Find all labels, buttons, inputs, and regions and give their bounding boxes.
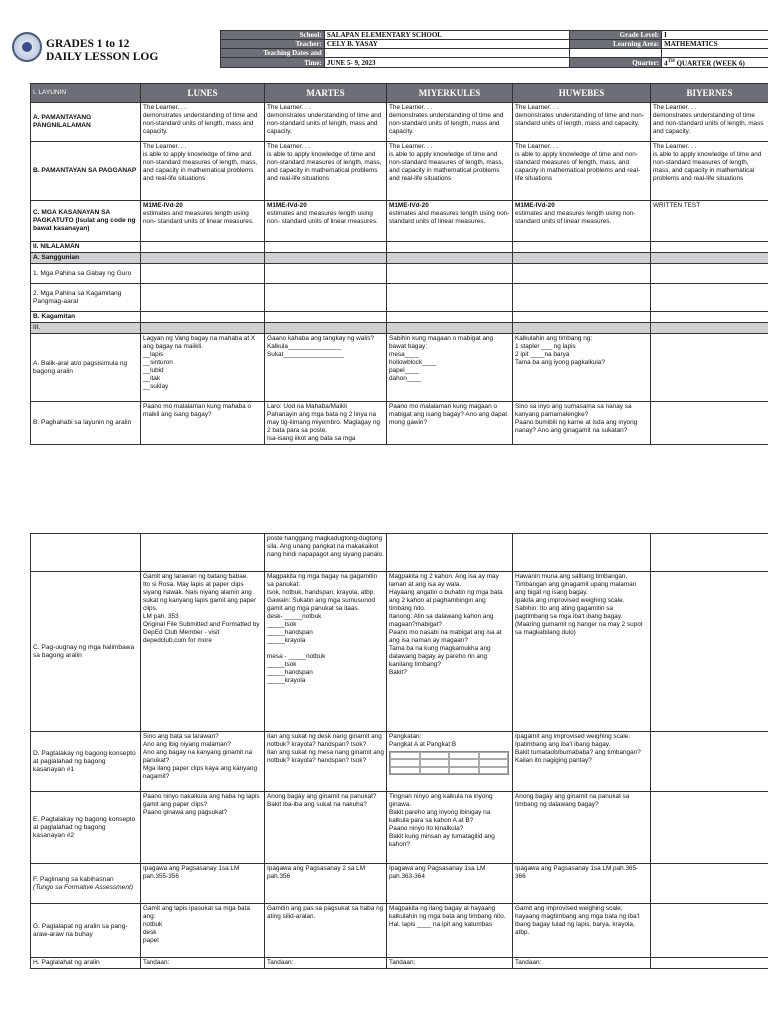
cell-text: Magpakita ng mga bagay na gagamitin sa panukat: tsok, notbuk, handspan, krayola, atbp. Gawain: Sukatin ang mga sumusunod gamit ang mga panukat sa itaas. desk- _____notbuk _____tsok _____handspan _____krayola mesa - _____notbuk _____tsok _____handspan _____krayola [265,572,387,732]
cell-text: Ipagawa ang Pagsasanay 1sa LM pah.365-366 [513,864,651,904]
cell-text: WRITTEN TEST [651,201,768,242]
cell-text: The Learner. . . demonstrates understanding of time and non-standard units of length, mass and capacity. [651,103,768,142]
row-label-pag-uugnay: C. Pag-uugnay ng mga halimbawa sa bagong aralin [31,572,141,732]
cell-text: Gamit ang improvised weighing scale, hayaang magtimbang ang mga bata ng iba't ibang bagay tulad ng lapis, barya, krayola, atbp. [513,904,651,958]
row-label-gabay-ng-guro: 1. Mga Pahina sa Gabay ng Guro [31,264,141,284]
day-header-lunes: LUNES [141,84,265,103]
cell-text: Sino ang bata sa larawan? Ano ang ibig niyang malaman? Ano ang bagay na kanyang ginamit na panukat? Mga ilang paper clips kaya ang kanyang nagamit? [141,732,265,792]
dates-label: Teaching Dates and [221,49,325,58]
cell-text: Magpakita ng ilang bagay at hayaang kalkulahin ng mga bata ang timbang nito. Hal. lapis ____ na ipit ang katumbas [387,904,513,958]
day-header-martes: MARTES [265,84,387,103]
cell-text: Anong bagay ang ginamit na panukat sa timbang ng dalawang bagay? [513,792,651,864]
header-info-table [220,30,768,68]
day-header-huwebes: HUWEBES [513,84,651,103]
cell-text: The Learner. . . demonstrates understanding of time and non-standard units of length, mass and capacity. [141,103,265,142]
dates-value: JUNE 5- 9, 2023 [324,58,569,68]
cell-text: Ipagawa ang Pagsasanay 1sa LM pah.355-356 [141,864,265,904]
title-line-1: GRADES 1 to 12 [46,38,130,50]
cell-text: Paano mo malalaman kung magaan o mabigat ang isang bagay? Ano ang dapat mong gawin? [387,402,513,445]
grade-label: Grade Level: [570,31,662,40]
row-label-paghahabi: B. Paghahabi sa layunin ng aralin [31,402,141,445]
group-table-thumbnail [389,751,509,775]
cell-text: Ipagamit ang improvised weighing scale. Ipatimbang ang iba't ibang bagay. Bakit tumataob/bumababa? ang timbangan? Kailan ito nagiging pantay? [513,732,651,792]
cell-text: Sino sa inyo ang sumasama sa nanay sa kanyang pamamalengke? Paano bumibili ng karne at isda ang inyong nanay? Ano ang ginagamit na sukatan? [513,402,651,445]
cell-text: Gaano kahaba ang tangkay ng walis? Kalkula_______________ Sukat_________________ [265,334,387,402]
cell-text: poste hanggang magkadugtong-dugtong sila. Ang unang pangkat na makakaikot nang hindi napapagot ang siyang panalo. [265,534,387,572]
cell-text: Ipagawa ang Pagsasanay 1sa LM pah.363-364 [387,864,513,904]
school-value: SALAPAN ELEMENTARY SCHOOL [324,31,569,40]
row-label-sanggunian: A. Sanggunian [31,253,141,264]
row-label-balik-aral: A. Balik-aral at/o pagsisimula ng bagong aralin [31,334,141,402]
cell-text: M1ME-IVd-20 estimates and measures length using non- standard units of linear measures. [141,201,265,242]
cell-text: Anong bagay ang ginamit na panukat? Bakit iba-iba ang sukat na nakuha? [265,792,387,864]
cell-text: The Learner. . . is able to apply knowledge of time and non-standard measures of length, mass, and capacity in mathematical problems and real-life situations [651,142,768,201]
row-label-nilalaman: II. NILALAMAN [31,242,141,253]
row-label-kasanayan: C. MGA KASANAYAN SA PAGKATUTO (Isulat ang code ng bawat kasanayan) [31,201,141,242]
cell-text: Paano mo malalaman kung mahaba o maikli ang isang bagay? [141,402,265,445]
cell-text: Sabihin kung magaan o mabigat ang bawat bagay: mesa____ hollowblock____ papel____ dahon____ [387,334,513,402]
cell-text: M1ME-IVd-20 estimates and measures length using non- standard units of linear measures. [265,201,387,242]
cell-text: Kalkulahin ang timbang ng: 1 stapler ___ ng lapis 2 ipit ____na barya Tama ba ang iyong pagkalkula? [513,334,651,402]
lesson-log-table-page1 [30,83,768,445]
quarter-value: 4TH QUARTER (WEEK 6) [662,58,768,68]
row-label-paglalapat: G. Paglalapat ng aralin sa pang-araw-araw na buhay [31,904,141,958]
row-label-pamantayan-sa-pagganap: B. PAMANTAYAN SA PAGGANAP [31,142,141,201]
cell-text: The Learner. . . is able to apply knowledge of time and non-standard measures of length, mass, and capacity in mathematical problems and real-life situations [387,142,513,201]
row-label-pagtalakay-2: E. Pagtalakay ng bagong konsepto at paglalahad ng bagong kasanayan #2 [31,792,141,864]
learning-area-label: Learning Area: [570,40,662,49]
cell-text: Tingnan ninyo ang kalkula na inyong ginawa. Bakit pareho ang inyong ibinigay na kalkula para sa kahon A at B? Paano ninyo ito kinalkula? Bakit kung minsan ay tumatagilid ang kahon? [387,792,513,864]
cell-text: Tandaan: [141,958,265,969]
deped-seal-icon [12,32,42,62]
cell-text: Hawanin muna ang salitang timbangan. Timbangan ang ginagamit upang malaman ang bigat ng isang bagay. Ipakita ang improvised weighing scale. Sabihin: Ito ang ating gagamitin sa pagtimbang sa mga iba't ibang bagay. (Maaring gumamit ng hanger na may 2 supot sa magkabilang dulo) [513,572,651,732]
cell-text: Tandaan: [265,958,387,969]
cell-text: Lagyan ng Vang bagay na mahaba at X ang bagay na maiikli. __lapis __sinturon __lubid __itak __suklay [141,334,265,402]
document-header [12,30,768,70]
layunin-header: I. LAYUNIN [31,84,141,103]
cell-text: Laro: Uod na Mahaba/Maikli Pahanayin ang mga bata ng 2 linya na may tig-ilimang miyembro. Maglagay ng 2 bata para sa poste. Isa-isang iikot ang bata sa mga [265,402,387,445]
grade-value: I [662,31,768,40]
learning-area-value: MATHEMATICS [662,40,768,49]
row-label-iii: III. [31,323,141,334]
teacher-value: CELY B. YASAY [324,40,569,49]
document-title [46,38,158,64]
row-label-paglalahat: H. Paglalahat ng aralin [31,958,141,969]
cell-text: Gamitin ang pas sa pagsukat sa haba ng ating silid-aralan. [265,904,387,958]
school-label: School: [221,31,325,40]
cell-text: Ilan ang sukat ng desk nang ginamit ang notbuk? krayola? handspan? tsok? Ilan ang sukat ng mesa nang ginamit ang notbuk? krayola? handspan? tsok? [265,732,387,792]
row-label-pamantayang-pangnilalaman: A. PAMANTAYANG PANGNILALAMAN [31,103,141,142]
cell-text: The Learner. . . is able to apply knowledge of time and non-standard measures of length, mass, and capacity in mathematical problems and real-life situations [141,142,265,201]
quarter-label: Quarter: [570,58,662,68]
row-label-pagtalakay-1: D. Pagtalakay ng bagong konsepto at paglalahad ng bagong kasanayan #1 [31,732,141,792]
cell-text: The Learner. . . demonstrates understanding of time and non-standard units of length, mass and capacity. [265,103,387,142]
cell-text: The Learner. . . is able to apply knowledge of time and non-standard measures of length, mass, and capacity in mathematical problems and real-life situations [265,142,387,201]
cell-text: M1ME-IVd-20 estimates and measures length using non- standard units of linear measures. [387,201,513,242]
cell-text: Paano ninyo nakalkula ang haba ng lapis gamit ang paper clips? Paano ginawa ang pagsukat? [141,792,265,864]
cell-text: Pangkatan: Pangkat A at Pangkat B [387,732,513,792]
cell-text: Tandaan; [387,958,513,969]
cell-text: The Learner. . . is able to apply knowledge of time and non-standard measures of length, mass, and capacity in mathematical problems and real-life situations [513,142,651,201]
time-label: Time: [221,58,325,68]
row-label-kagamitan: B. Kagamitan [31,312,141,323]
cell-text: Magpakita ng 2 kahon. Ang isa ay may laman at ang isa ay wala. Hayaang angatin o buhatin ng mga bata ang 2 kahon at paghambingin ang timbang nito. Itanong: Alin sa dalawang kahon ang magaan?mabigat? Paano mo nasabi na mabigat ang isa at ang isa naman ay magaan? Tama ba na kung magkamukha ang dalawang bagay ay pareho rin ang kanilang timbang? Bakit? [387,572,513,732]
row-label-paglinang: F. Paglinang sa kabihasnan (Tungo sa Formative Assessment) [31,864,141,904]
teacher-label: Teacher: [221,40,325,49]
row-label-kagamitang-pangmag-aaral: 2. Mga Pahina sa Kagamitang Pangmag-aaral [31,284,141,312]
cell-text: Gamit ang larawan ng batang babae. Ito si Rosa. May lapis at paper clips siyang hawak. Nais niyang alamin ang sukat ng kanyang lapis gamit ang paper clips. LM pah. 353 Original File Submitted and Formatted by DepEd Club Member - visit depedclub.com for more [141,572,265,732]
cell-text: Ipagawa ang Pagsasanay 2 sa LM pah.356 [265,864,387,904]
cell-text: M1ME-IVd-20 estimates and measures length using non- standard units of linear measures. [513,201,651,242]
day-header-miyerkules: MIYERKULES [387,84,513,103]
cell-text: Tandaan: [513,958,651,969]
cell-text: The Learner. . . demonstrates understanding of time and non-standard units of length, mass and capacity. [513,103,651,142]
lesson-log-table-page2 [30,533,768,969]
day-header-biyernes: BIYERNES [651,84,768,103]
cell-text: The Learner. . . demonstrates understanding of time and non-standard units of length, mass and capacity. [387,103,513,142]
title-line-2: DAILY LESSON LOG [46,51,159,63]
cell-text: Gamit ang lapis ipasukat sa mga bata ang: notbuk desk papel [141,904,265,958]
